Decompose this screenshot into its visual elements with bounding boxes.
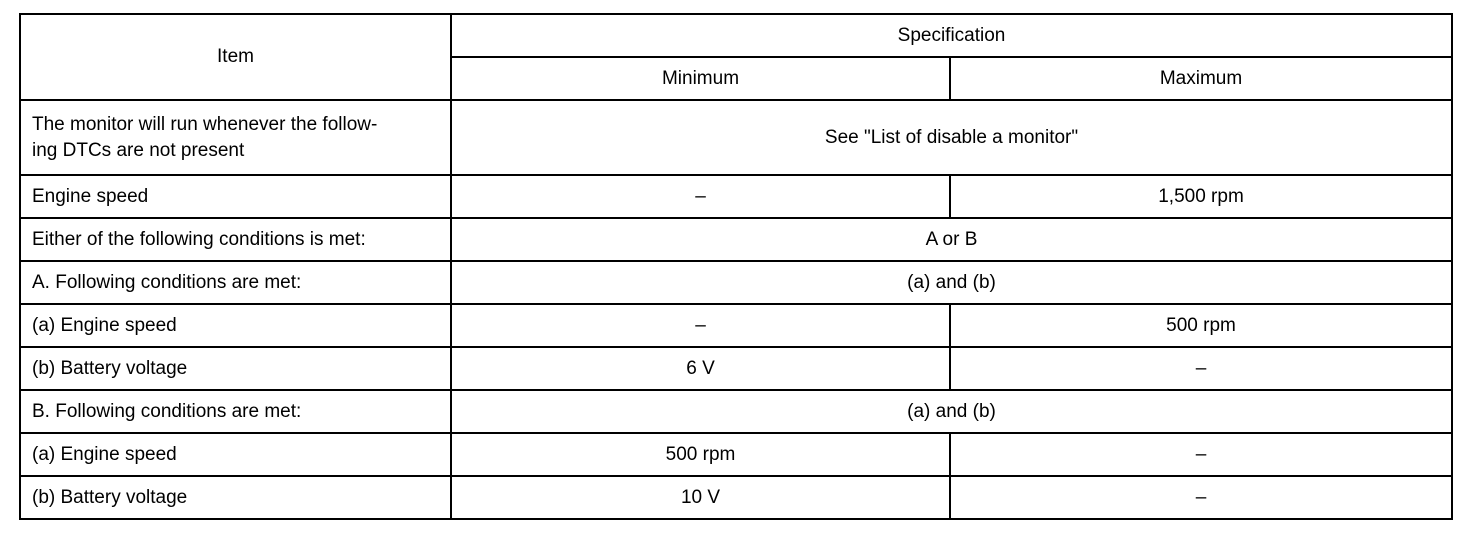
table-row: [20, 100, 1452, 175]
row-item: Either of the following conditions is met:: [20, 218, 451, 261]
table-row: [20, 175, 1452, 218]
table-row: [20, 304, 1452, 347]
header-minimum: Minimum: [451, 57, 950, 100]
row-max: 1,500 rpm: [950, 175, 1452, 218]
table-row: [20, 347, 1452, 390]
header-item: Item: [20, 14, 451, 100]
row-max: –: [950, 476, 1452, 519]
row-merged-value: (a) and (b): [451, 390, 1452, 433]
row-item: Engine speed: [20, 175, 451, 218]
table-row: [20, 476, 1452, 519]
row-min: 10 V: [451, 476, 950, 519]
monitor-conditions-table: [19, 13, 1453, 520]
row-max: –: [950, 347, 1452, 390]
header-maximum: Maximum: [950, 57, 1452, 100]
row-merged-value: A or B: [451, 218, 1452, 261]
table-row: [20, 218, 1452, 261]
row-item: A. Following conditions are met:: [20, 261, 451, 304]
row-max: 500 rpm: [950, 304, 1452, 347]
table-row: [20, 433, 1452, 476]
row-merged-value: (a) and (b): [451, 261, 1452, 304]
table-row: [20, 390, 1452, 433]
row-merged-value: See "List of disable a monitor": [451, 100, 1452, 175]
header-row-1: [20, 14, 1452, 57]
row-item: (b) Battery voltage: [20, 476, 451, 519]
table-row: [20, 261, 1452, 304]
row-item: (b) Battery voltage: [20, 347, 451, 390]
header-specification: Specification: [451, 14, 1452, 57]
row-min: –: [451, 175, 950, 218]
row-item: (a) Engine speed: [20, 433, 451, 476]
row-min: –: [451, 304, 950, 347]
row-item: B. Following conditions are met:: [20, 390, 451, 433]
row-min: 500 rpm: [451, 433, 950, 476]
row-min: 6 V: [451, 347, 950, 390]
row-item: The monitor will run whenever the follow- ing DTCs are not present: [20, 100, 451, 175]
row-max: –: [950, 433, 1452, 476]
row-item: (a) Engine speed: [20, 304, 451, 347]
